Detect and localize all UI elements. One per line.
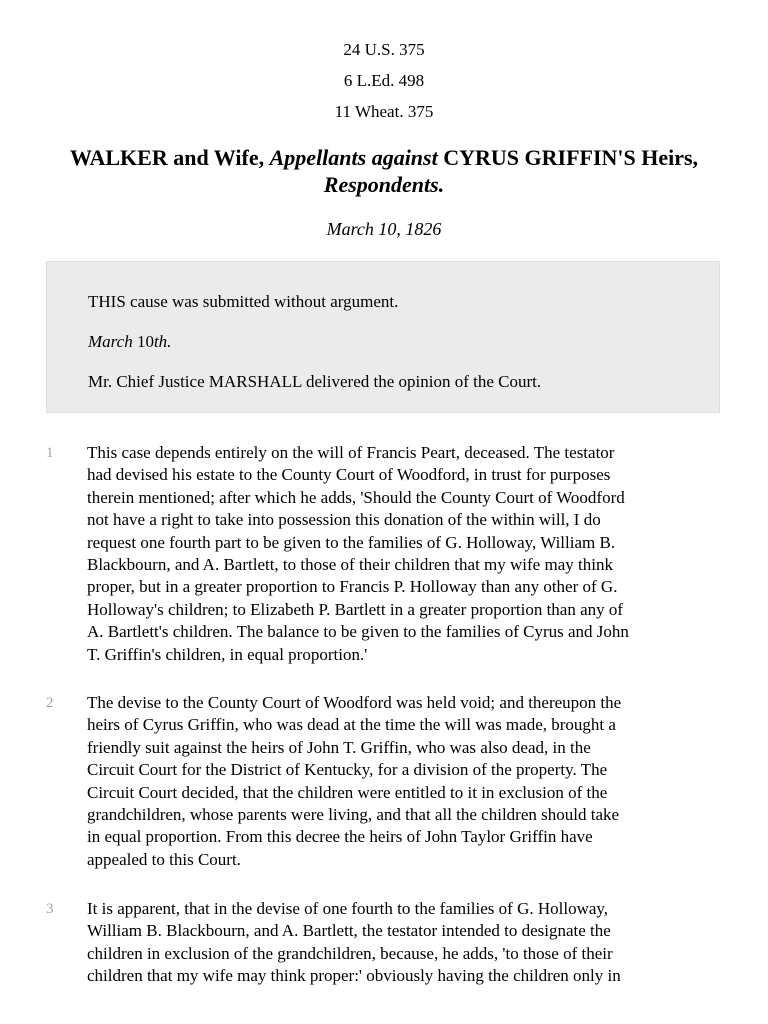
title-respondents: Respondents. xyxy=(323,172,445,197)
paragraph-text: It is apparent, that in the devise of one fourth to the families of G. Holloway, William B. Blackbourn, and A. Bartlett, the testator intended to designate the children in exclusion of the grandchildren, because, he adds, 'to those of their children that my wife may think proper:' obviously having the children only in xyxy=(87,899,621,986)
case-title xyxy=(40,144,728,198)
summary-day: 10 xyxy=(132,332,154,351)
paragraph-text: The devise to the County Court of Woodford was held void; and thereupon the heirs of Cyrus Griffin, who was dead at the time the will was made, brought a friendly suit against the heirs of John T. Griffin, who was also dead, in the Circuit Court for the District of Kentucky, for a division of the property. The Circuit Court decided, that the children were entitled to it in exclusion of the grandchildren, whose parents were living, and that all the children should take in equal proportion. From this decree the heirs of John Taylor Griffin have appealed to this Court. xyxy=(87,693,622,869)
summary-submitted: THIS cause was submitted without argument. xyxy=(88,292,399,311)
citation-wheat: 11 Wheat. 375 xyxy=(334,102,434,121)
paragraph-text: This case depends entirely on the will of Francis Peart, deceased. The testator had devised his estate to the County Court of Woodford, in trust for purposes therein mentioned; after which he adds, 'Should the County Court of Woodford not have a right to take into possession this donation of the within will, I do request one fourth part to be given to the families of G. Holloway, William B. Blackbourn, and A. Bartlett, to those of their children that my wife may think proper, but in a greater proportion to Francis P. Holloway than any other of G. Holloway's children; to Elizabeth P. Bartlett in a greater proportion than any of A. Bartlett's children. The balance to be given to the families of Cyrus and John T. Griffin's children, in equal proportion.' xyxy=(87,443,629,664)
decision-date: March 10, 1826 xyxy=(326,219,442,239)
citation-us: 24 U.S. 375 xyxy=(343,40,425,59)
title-appellants-against: Appellants against xyxy=(269,145,438,170)
title-parties: WALKER and Wife, xyxy=(69,145,270,170)
citation-led: 6 L.Ed. 498 xyxy=(343,71,425,90)
paragraph-number: 2 xyxy=(46,695,54,711)
citations xyxy=(0,34,768,127)
summary-opinion-by: Mr. Chief Justice MARSHALL delivered the opinion of the Court. xyxy=(88,372,542,391)
summary-day-suffix: th. xyxy=(153,332,172,351)
paragraph-number: 3 xyxy=(46,901,54,917)
summary-date-line xyxy=(88,331,171,353)
title-heirs: CYRUS GRIFFIN'S Heirs, xyxy=(437,145,699,170)
paragraph-number: 1 xyxy=(46,445,54,461)
summary-box xyxy=(46,261,720,413)
summary-month: March xyxy=(88,332,133,351)
